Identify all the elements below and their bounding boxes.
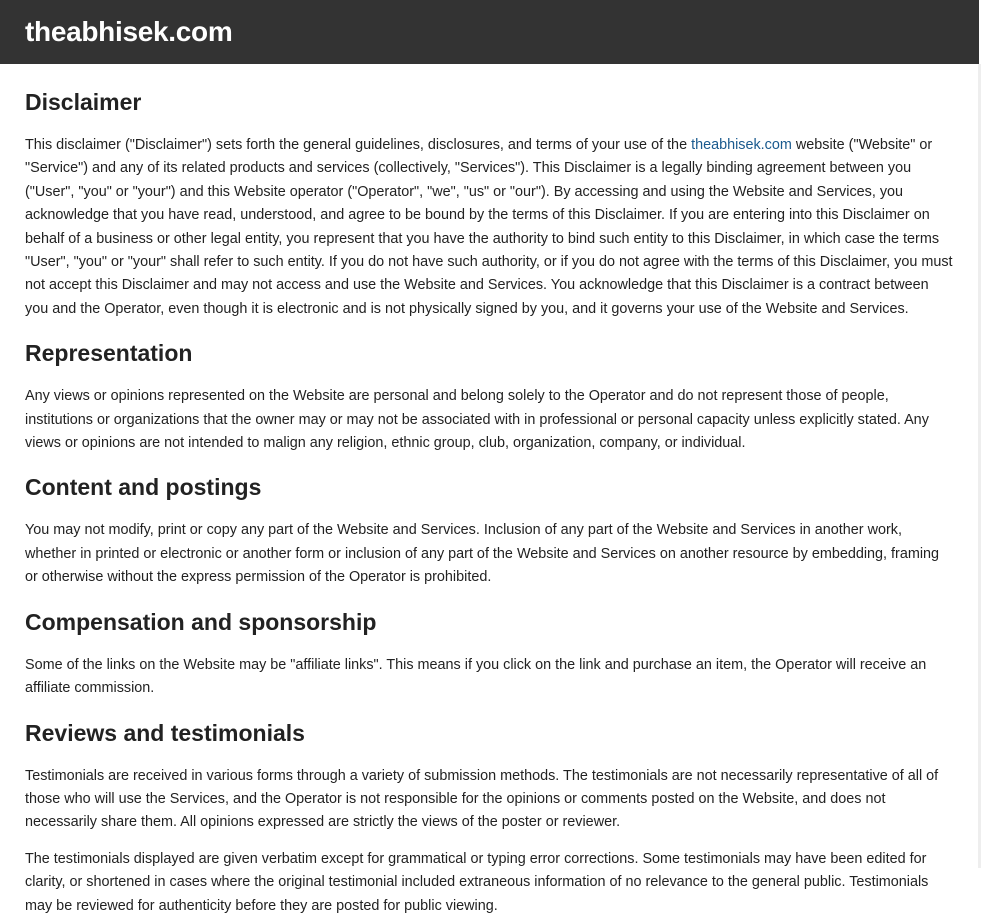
website-link[interactable]: theabhisek.com bbox=[691, 137, 792, 153]
section-heading-representation: Representation bbox=[25, 340, 193, 367]
section-heading-compensation: Compensation and sponsorship bbox=[25, 608, 377, 635]
section-heading-reviews: Reviews and testimonials bbox=[25, 719, 305, 746]
section-heading-content-postings: Content and postings bbox=[25, 474, 262, 501]
disclaimer-text-end: website ("Website" or "Service") and any of its related products and services (collectively, "Services"). This Disclaimer is a legally binding agreement between you ("User", "you" or "your") and this Website operator ("Operator", "we", "us" or "our"). By accessing and using the Website and Services, you acknowledge that you have read, understood, and agree to be bound by the terms of this Disclaimer. If you are entering into this Disclaimer on behalf of a business or other legal entity, you represent that you have the authority to bind such entity to this Disclaimer, in which case the terms "User", "you" or "your" shall refer to such entity. If you do not have such authority, or if you do not agree with the terms of this Disclaimer, you must not accept this Disclaimer and may not access and use the Website and Services. You acknowledge that this Disclaimer is a contract between you and the Operator, even though it is electronic and is not physically signed by you, and it governs your use of the Website and Services. bbox=[25, 137, 953, 317]
compensation-paragraph: Some of the links on the Website may be "affiliate links". This means if you click on the link and purchase an item, the Operator will receive an affiliate commission. bbox=[25, 656, 927, 697]
testimonials-paragraph: The testimonials displayed are given verbatim except for grammatical or typing error corrections. Some testimonials may have been edited for clarity, or shortened in cases where the original testimonial included extraneous information of no relevance to the general public. Testimonials may be reviewed for authenticity before they are posted for public viewing. bbox=[25, 850, 929, 914]
section-heading-disclaimer: Disclaimer bbox=[25, 89, 142, 115]
representation-paragraph: Any views or opinions represented on the Website are personal and belong solely to the Operator and do not represent those of people, institutions or organizations that the owner may or may not be associated with in professional or personal capacity unless explicitly stated. Any views or opinions are not intended to malign any religion, ethnic group, club, organization, company, or individual. bbox=[25, 388, 929, 452]
main-content bbox=[25, 84, 955, 918]
site-header bbox=[0, 0, 979, 64]
disclaimer-paragraph bbox=[25, 134, 955, 321]
site-title[interactable]: theabhisek.com bbox=[25, 16, 233, 47]
reviews-paragraph: Testimonials are received in various forms through a variety of submission methods. The testimonials are not necessarily representative of all of those who will use the Services, and the Operator is not responsible for the opinions or comments posted on the Website, and does not necessarily share them. All opinions expressed are strictly the views of the poster or reviewer. bbox=[25, 767, 939, 831]
content-postings-paragraph: You may not modify, print or copy any part of the Website and Services. Inclusion of any part of the Website and Services in another work, whether in printed or electronic or another form or inclusion of any part of the Website and Services on another resource by embedding, framing or otherwise without the express permission of the Operator is prohibited. bbox=[25, 522, 940, 586]
disclaimer-text-start: This disclaimer ("Disclaimer") sets forth the general guidelines, disclosures, and terms of your use of the bbox=[25, 137, 692, 153]
